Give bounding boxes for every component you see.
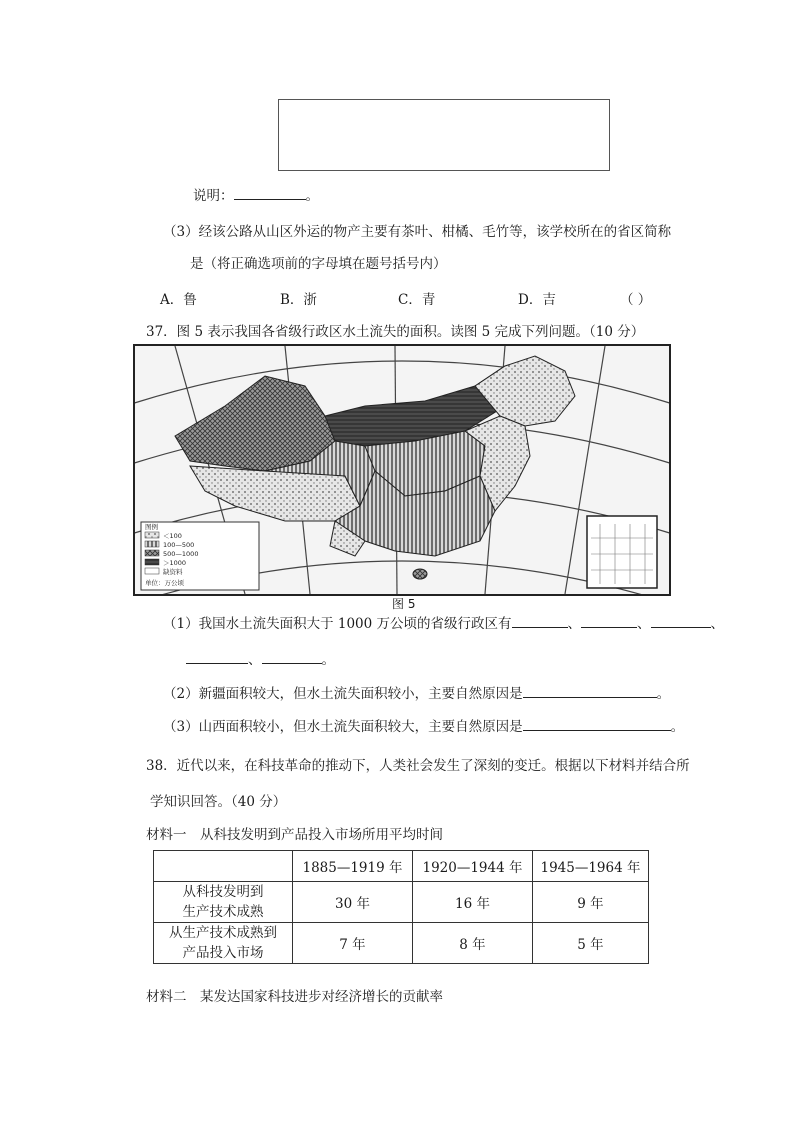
- legend-swatch-5: [145, 568, 159, 574]
- legend-unit: 单位：万公顷: [145, 579, 184, 587]
- table-cell: 9 年: [533, 882, 649, 923]
- note-blank[interactable]: [234, 185, 306, 200]
- material2-title: 材料二 某发达国家科技进步对经济增长的贡献率: [146, 989, 443, 1005]
- table-row: [154, 923, 649, 964]
- answer-blank-5[interactable]: [262, 649, 322, 664]
- q37-sub1-line2: 、 。: [186, 648, 335, 668]
- table-header-cell: 1885—1919 年: [293, 851, 413, 882]
- legend-item-4: ＞1000: [163, 559, 187, 567]
- answer-blank-2[interactable]: [581, 613, 637, 628]
- region-hainan: [413, 569, 427, 579]
- answer-blank-4[interactable]: [186, 649, 248, 664]
- q37-stem: 37．图 5 表示我国各省级行政区水土流失的面积。读图 5 完成下列问题。（10 分）: [146, 324, 645, 340]
- q37-sub3: （3）山西面积较小，但水土流失面积较大，主要自然原因是 。: [163, 715, 684, 735]
- legend-swatch-4: [145, 559, 159, 565]
- table-row-label: 从生产技术成熟到 产品投入市场: [154, 923, 293, 964]
- material1-table: [153, 850, 649, 964]
- table-cell: 5 年: [533, 923, 649, 964]
- answer-blank-6[interactable]: [523, 683, 657, 698]
- note-label: 说明：: [193, 188, 234, 204]
- option-b[interactable]: B．浙: [280, 292, 317, 308]
- table-cell: 8 年: [413, 923, 533, 964]
- figure-caption: 图 5: [392, 597, 416, 611]
- q37-sub2: （2）新疆面积较大，但水土流失面积较小，主要自然原因是 。: [163, 682, 670, 702]
- q36-sub3-line1: （3）经该公路从山区外运的物产主要有茶叶、柑橘、毛竹等，该学校所在的省区简称: [163, 224, 672, 240]
- answer-blank-1[interactable]: [512, 613, 568, 628]
- legend-item-1: ＜100: [163, 532, 182, 540]
- legend-swatch-2: [145, 541, 159, 547]
- region-xinjiang: [175, 376, 335, 471]
- table-row: [154, 882, 649, 923]
- answer-blank-3[interactable]: [651, 613, 711, 628]
- table-cell: 30 年: [293, 882, 413, 923]
- table-cell: 16 年: [413, 882, 533, 923]
- note-line: 说明： 。: [193, 184, 319, 204]
- legend-item-3: 500—1000: [163, 550, 199, 558]
- legend-item-5: 缺资料: [163, 568, 183, 576]
- q37-sub1-line1: （1）我国水土流失面积大于 1000 万公顷的省级行政区有 、 、 、: [163, 612, 724, 632]
- soil-erosion-map: [133, 344, 671, 596]
- table-header-cell: 1945—1964 年: [533, 851, 649, 882]
- option-d[interactable]: D．吉: [518, 292, 556, 308]
- table-header-cell: [154, 851, 293, 882]
- q38-stem-line2: 学知识回答。（40 分）: [150, 794, 287, 810]
- q38-stem-line1: 38．近代以来，在科技革命的推动下，人类社会发生了深刻的变迁。根据以下材料并结合所: [146, 758, 690, 774]
- material1-title: 材料一 从科技发明到产品投入市场所用平均时间: [146, 827, 443, 843]
- option-a[interactable]: A．鲁: [160, 292, 197, 308]
- table-header-row: [154, 851, 649, 882]
- answer-blank-7[interactable]: [523, 716, 671, 731]
- legend-item-2: 100—500: [163, 541, 195, 549]
- china-map-figure: [135, 346, 669, 594]
- legend-title: 图例: [145, 523, 158, 531]
- table-header-cell: 1920—1944 年: [413, 851, 533, 882]
- answer-box[interactable]: [278, 99, 610, 171]
- table-row-label: 从科技发明到 生产技术成熟: [154, 882, 293, 923]
- answer-bracket[interactable]: （ ）: [620, 292, 652, 308]
- q36-sub3-line2: 是（将正确选项前的字母填在题号括号内）: [190, 256, 447, 272]
- legend-swatch-1: [145, 532, 159, 538]
- option-c[interactable]: C．青: [398, 292, 436, 308]
- south-china-sea-inset: [587, 516, 657, 588]
- legend-swatch-3: [145, 550, 159, 556]
- table-cell: 7 年: [293, 923, 413, 964]
